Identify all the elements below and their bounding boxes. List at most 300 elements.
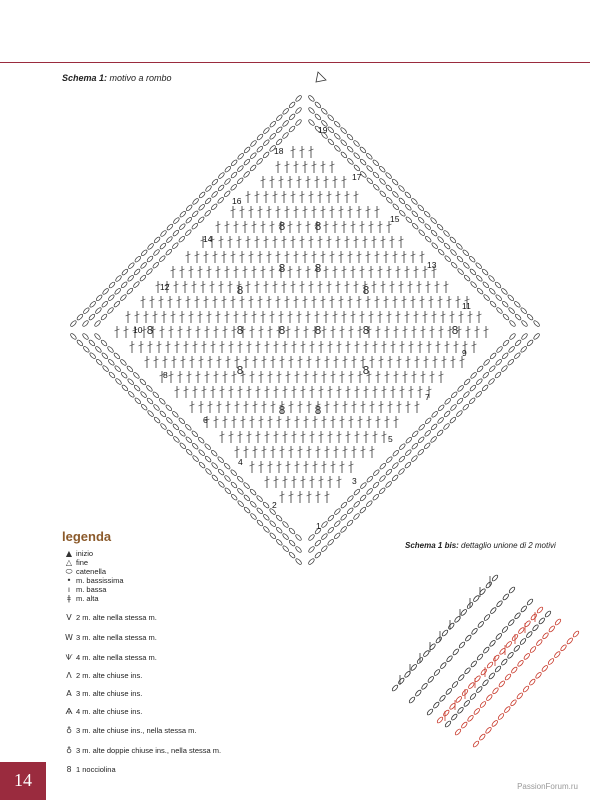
chain-stitch [526,313,533,320]
chain-stitch [508,307,515,314]
chain-stitch [250,140,257,147]
round-number-label: 8 [163,370,168,380]
chain-stitch [120,281,127,288]
join-chain-red [468,682,475,690]
join-chain-red [530,613,537,621]
chain-stitch [113,300,120,307]
chain-stitch [295,95,302,102]
chain-stitch [444,398,451,405]
chain-stitch [392,191,399,198]
chain-stitch [443,242,450,249]
join-chain-black [458,674,465,682]
join-chain-black [502,593,509,601]
chain-stitch [417,204,424,211]
chain-stitch [179,442,186,449]
two-dc-together-icon: Λ [66,671,72,680]
join-chain-black [476,686,483,694]
chain-stitch [127,275,134,282]
join-chain-black [520,605,527,613]
chain-stitch [482,371,489,378]
chain-stitch [115,378,122,385]
chain-stitch [263,139,270,146]
chain-stitch [436,223,443,230]
chain-stitch [482,281,489,288]
round-number-label: 10 [133,325,143,335]
chain-stitch [256,158,263,165]
puff-stitch-mark: 8 [278,220,286,233]
chain-stitch [243,506,250,513]
chain-stitch [269,532,276,539]
chain-stitch [469,268,476,275]
chain-stitch [417,436,424,443]
chain-stitch [514,352,521,359]
round-numbers [133,72,471,531]
legend-item-label: 2 m. alte nella stessa m. [76,613,157,623]
chain-stitch [256,519,263,526]
chain-stitch [128,262,135,269]
round-number-label: 7 [425,392,430,402]
chain-stitch [153,249,160,256]
join-chain-black [538,617,545,625]
end-triangle-icon [316,72,326,82]
chain-stitch [153,236,160,243]
three-tr-cluster-icon: ♁ [66,746,72,755]
join-chain-red [536,606,543,614]
legend-item-four-dc-together [62,708,142,716]
join-chain-black [448,622,455,630]
chain-stitch [269,120,276,127]
join-chain-red [517,659,524,667]
chain-stitch [173,436,180,443]
chain-stitch [88,339,95,346]
chain-stitch [152,261,159,268]
chain-stitch [373,469,380,476]
chain-stitch [398,185,405,192]
chain-stitch [140,262,147,269]
chain-stitch [495,359,502,366]
chain-stitch [165,248,172,255]
chain-stitch [218,172,225,179]
schema1-title-rest: motivo a rombo [107,73,172,83]
join-chain-red [536,639,543,647]
chain-stitch [321,521,328,528]
chain-stitch [191,210,198,217]
chain-stitch [507,358,514,365]
puff-stitch-mark: 8 [278,324,286,337]
chain-stitch [308,107,315,114]
legend-item-double-crochet-mark [62,595,99,603]
chain-stitch [308,119,315,126]
join-chain-black [544,610,551,618]
chain-stitch [205,468,212,475]
join-chain-black [408,696,415,704]
chain-stitch [288,125,295,132]
chain-stitch [236,177,243,184]
chain-stitch [347,158,354,165]
chain-stitch [127,378,134,385]
chain-stitch [489,365,496,372]
chain-stitch [431,242,438,249]
chain-stitch [385,184,392,191]
puff-stitch-mark: 8 [236,324,244,337]
chain-stitch [533,320,540,327]
join-chain-black [482,679,489,687]
chain-stitch [159,410,166,417]
puff-stitch-icon: 8 [66,765,72,774]
chain-stitch [102,288,109,295]
join-chain-black [519,638,526,646]
chain-stitch [224,487,231,494]
chain-stitch [437,404,444,411]
chain-stitch [501,352,508,359]
chain-stitch [230,469,237,476]
chain-stitch [430,229,437,236]
chain-stitch [197,436,204,443]
chain-stitch [321,108,328,115]
chain-stitch [185,424,192,431]
chain-stitch [134,255,141,262]
chain-stitch [275,514,282,521]
chain-stitch [481,384,488,391]
chain-stitch [404,191,411,198]
chain-stitch [353,164,360,171]
chain-stitch [217,468,224,475]
chain-stitch [481,268,488,275]
join-chain-black [444,720,451,728]
puff-stitch-mark: 8 [236,364,244,377]
chain-stitch [89,301,96,308]
round-number-label: 5 [388,434,393,444]
chain-stitch [514,301,521,308]
chain-stitch [321,545,328,552]
chain-stitch [218,481,225,488]
chain-stitch [449,236,456,243]
page-number: 14 [14,770,32,790]
chain-stitch [172,229,179,236]
chain-stitch [450,261,457,268]
chain-stitch [159,398,166,405]
legend-item-label: 3 m. alte nella stessa m. [76,633,157,643]
chain-stitch [533,333,540,340]
join-chain-black [465,634,472,642]
join-chain-red [436,716,443,724]
chain-stitch [398,468,405,475]
join-chain-black [463,700,470,708]
chain-stitch [198,461,205,468]
chain-stitch [282,132,289,139]
schema1bis-title-rest: dettaglio unione di 2 motivi [458,541,556,550]
chain-stitch [366,475,373,482]
chain-stitch [224,475,231,482]
chain-stitch [243,482,250,489]
join-chain-red [480,668,487,676]
chain-stitch [108,371,115,378]
join-chain-red [498,680,505,688]
chain-stitch [385,172,392,179]
round-number-label: 2 [272,500,277,510]
chain-stitch [107,307,114,314]
chain-stitch [424,430,431,437]
chain-stitch [249,164,256,171]
chain-stitch [340,526,347,533]
legend-item-three-dc-together [62,690,142,698]
chain-stitch [308,546,315,553]
chain-stitch [282,521,289,528]
chain-stitch [488,378,495,385]
join-chain-black [494,665,501,673]
chain-stitch [334,133,341,140]
puff-stitch-mark: 8 [314,324,322,337]
legend-item-label: 4 m. alte chiuse ins. [76,707,143,717]
puff-stitch-mark: 8 [362,324,370,337]
chain-stitch [179,223,186,230]
join-chain-red [554,618,561,626]
round-number-label: 9 [462,348,467,358]
join-chain-black [501,626,508,634]
join-chain-black [458,641,465,649]
join-chain-red [467,714,474,722]
legend-item-label: m. alta [76,594,99,604]
chain-stitch [443,410,450,417]
chain-stitch [159,242,166,249]
chain-stitch [321,533,328,540]
chain-stitch [198,449,205,456]
join-chain-black [485,581,492,589]
join-chain-black [423,650,430,658]
chain-stitch [237,500,244,507]
chain-stitch [373,184,380,191]
round-number-label: 16 [232,196,242,206]
join-chain-red [529,678,536,686]
chain-stitch [76,313,83,320]
join-chain-red [572,630,579,638]
join-chain-black [532,624,539,632]
chain-stitch [269,520,276,527]
chain-stitch [417,448,424,455]
legend-item-start-triangle [62,550,93,558]
chain-stitch [366,153,373,160]
chain-stitch [140,249,147,256]
legend-item-label: 3 m. alte chiuse ins., nella stessa m. [76,726,197,736]
chain-stitch [405,449,412,456]
join-chain-black [469,693,476,701]
join-chain-red [479,733,486,741]
chain-stitch [160,423,167,430]
chain-stitch [114,365,121,372]
join-chain-black [464,667,471,675]
join-chain-red [497,713,504,721]
chain-stitch [404,461,411,468]
chain-stitch [108,281,115,288]
chain-stitch [83,307,90,314]
chain-stitch [223,462,230,469]
round-number-label: 19 [318,125,328,135]
chain-stitch [217,197,224,204]
puff-stitch-mark: 8 [314,220,322,233]
chain-stitch [391,474,398,481]
chain-stitch [463,391,470,398]
chain-stitch [166,223,173,230]
chain-stitch [230,171,237,178]
chain-stitch [314,539,321,546]
join-chain-black [391,684,398,692]
chain-stitch [230,159,237,166]
chain-stitch [282,108,289,115]
chain-stitch [456,397,463,404]
join-chain-black [483,614,490,622]
chain-stitch [483,294,490,301]
chain-stitch [308,534,315,541]
join-chain-red [455,696,462,704]
chain-stitch [469,384,476,391]
legend-item-single-crochet-mark [62,586,106,594]
chain-stitch [502,313,509,320]
chain-stitch [230,481,237,488]
chain-stitch [70,333,77,340]
chain-stitch [463,378,470,385]
round-number-label: 12 [160,282,170,292]
chain-stitch [411,198,418,205]
join-chain-black [473,595,480,603]
join-chain-red [518,627,525,635]
chain-stitch [243,171,250,178]
chain-stitch [250,152,257,159]
chain-stitch [133,384,140,391]
join-chain-black [490,607,497,615]
round-number-label: 1 [316,521,321,531]
chain-stitch [113,352,120,359]
chain-stitch [430,423,437,430]
chain-stitch [379,178,386,185]
chain-stitch [166,429,173,436]
join-chain-black [477,621,484,629]
chain-stitch [359,146,366,153]
chain-stitch [288,113,295,120]
join-chain-black [452,648,459,656]
chain-stitch [269,133,276,140]
chain-stitch [153,416,160,423]
chain-stitch [128,391,135,398]
join-chain-black [398,677,405,685]
chain-stitch [250,501,257,508]
chain-stitch [475,262,482,269]
chain-stitch [417,216,424,223]
chain-stitch [463,262,470,269]
puff-stitch-mark: 8 [314,262,322,275]
chain-stitch [249,488,256,495]
chain-stitch [501,288,508,295]
chain-stitch [146,385,153,392]
chain-stitch [211,462,218,469]
round-number-label: 3 [352,476,357,486]
chain-stitch [256,507,263,514]
join-chain-black [446,655,453,663]
chain-stitch [386,197,393,204]
chain-stitch [392,203,399,210]
chain-stitch [327,514,334,521]
chain-stitch [191,222,198,229]
chain-stitch [509,320,516,327]
chain-stitch [391,178,398,185]
chain-stitch [100,339,107,346]
chain-stitch [153,404,160,411]
chain-stitch [282,533,289,540]
join-chain-black [435,636,442,644]
chain-stitch [379,190,386,197]
chain-stitch [501,365,508,372]
chain-stitch [262,501,269,508]
chain-stitch [462,403,469,410]
chain-stitch [108,359,115,366]
join-chain-black [476,653,483,661]
chain-stitch [411,455,418,462]
join-chain-black [460,609,467,617]
chain-stitch [95,358,102,365]
legend-item-two-dc-same-stitch [62,614,157,622]
chain-stitch [347,495,354,502]
single-crochet-mark-icon: ı [67,585,71,594]
chain-stitch [120,359,127,366]
chain-stitch [405,436,412,443]
join-chain-black [526,631,533,639]
chain-stitch [179,430,186,437]
chain-stitch [334,520,341,527]
chain-stitch [353,488,360,495]
chain-stitch [450,391,457,398]
chain-stitch [430,217,437,224]
chain-stitch [508,346,515,353]
chain-stitch [83,346,90,353]
join-chain-black [508,586,515,594]
chain-stitch [205,185,212,192]
chain-stitch [437,236,444,243]
chain-stitch [139,274,146,281]
join-chain-red [493,654,500,662]
join-chain-red [443,709,450,717]
legend-item-label: catenella [76,567,107,577]
four-dc-together-icon: Ѧ [65,707,73,716]
chain-stitch [424,417,431,424]
round-number-label: 6 [203,415,208,425]
round-number-label: 15 [390,214,400,224]
chain-stitch [120,294,127,301]
join-chain-red [472,740,479,748]
chain-stitch [166,417,173,424]
chain-stitch [353,501,360,508]
puff-stitch-mark: 8 [146,324,154,337]
chain-stitch [444,255,451,262]
puff-stitch-mark: 8 [236,284,244,297]
chain-stitch [288,551,295,558]
chain-stitch [89,352,96,359]
legend-item-label: 4 m. alte nella stessa m. [76,653,157,663]
chain-stitch [76,339,83,346]
legend-item-label: 3 m. alte chiuse ins. [76,689,143,699]
chain-stitch [126,287,133,294]
chain-stitch [139,378,146,385]
chain-stitch [333,120,340,127]
chain-stitch [346,133,353,140]
chain-stitch [372,493,379,500]
join-chain-black [410,664,417,672]
chain-stitch [230,493,237,500]
chain-stitch [204,197,211,204]
legend-item-three-dc-cluster [62,727,196,735]
chain-stitch [514,313,521,320]
chain-stitch [327,138,334,145]
join-chain-red [486,694,493,702]
chain-stitch [327,539,334,546]
